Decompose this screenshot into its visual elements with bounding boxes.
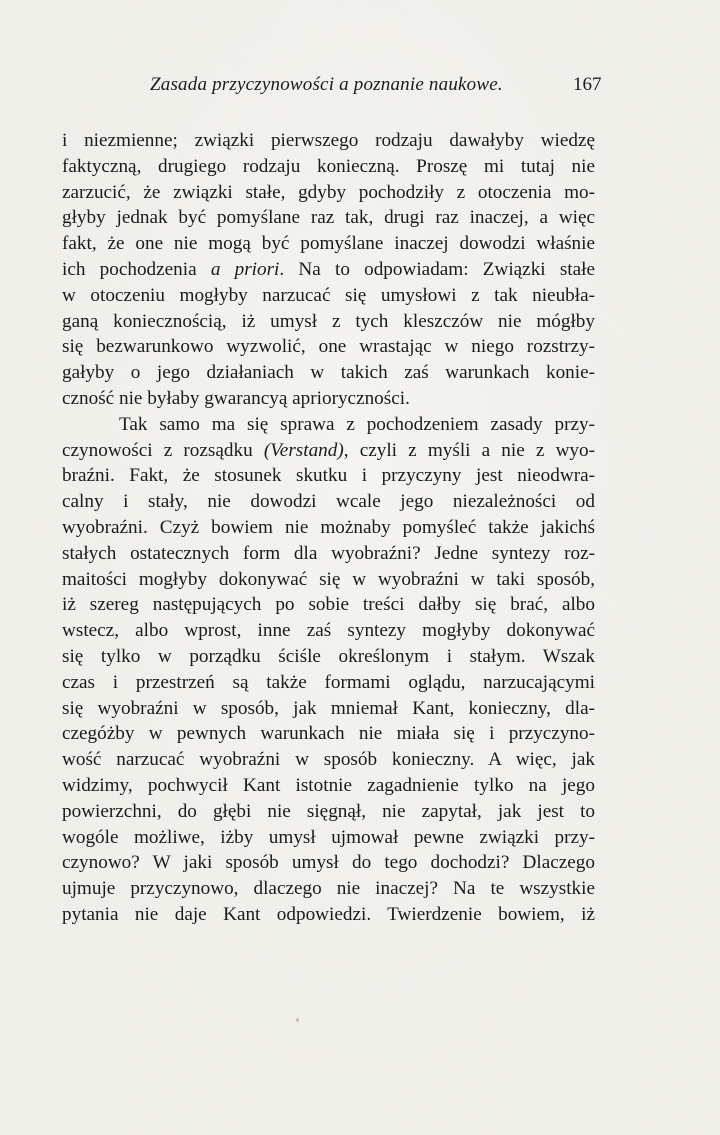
text-line: czynowo? W jaki sposób umysł do tego dochodzi? Dlaczego	[62, 852, 595, 874]
text-line: się wyobraźni w sposób, jak mniemał Kant, konieczny, dla-	[62, 697, 595, 719]
text-line: wstecz, albo wprost, inne zaś syntezy mogłyby dokonywać	[62, 620, 595, 642]
text-line: calny i stały, nie dowodzi wcale jego niezależności od	[62, 491, 595, 513]
running-title: Zasada przyczynowości a poznanie naukowe.	[150, 74, 503, 95]
text-line: ujmuje przyczynowo, dlaczego nie inaczej? Na te wszystkie	[62, 878, 595, 900]
text-line: i niezmienne; związki pierwszego rodzaju dawałyby wiedzę	[62, 130, 595, 151]
running-head	[0, 74, 720, 100]
text-line: czynowości z rozsądku (Verstand), czyli z myśli a nie z wyo-	[62, 439, 596, 461]
paragraph-1	[62, 128, 595, 412]
body-text	[62, 128, 595, 928]
text-line: głyby jednak być pomyślane raz tak, drugi raz inaczej, a więc	[62, 207, 595, 229]
text-line: maitości mogłyby dokonywać się w wyobraźni w taki sposób,	[62, 568, 595, 590]
text-line: faktyczną, drugiego rodzaju konieczną. Proszę mi tutaj nie	[62, 155, 595, 177]
text-line: zarzucić, że związki stałe, gdyby pochodziły z otoczenia mo-	[62, 181, 595, 203]
text-line: czas i przestrzeń są także formami oglądu, narzucającymi	[62, 671, 595, 693]
text-line: iż szereg następujących po sobie treści dałby się brać, albo	[62, 594, 595, 616]
text-line: gałyby o jego działaniach w takich zaś warunkach konie-	[62, 362, 595, 384]
paragraph-2	[62, 412, 595, 928]
text-line: w otoczeniu mogłyby narzucać się umysłowi z tak nieubła-	[62, 284, 595, 306]
text-line: czegóżby w pewnych warunkach nie miała się i przyczyno-	[62, 723, 595, 745]
text-line: stałych ostatecznych form dla wyobraźni? Jedne syntezy roz-	[62, 542, 595, 564]
paper-speck	[296, 1018, 299, 1022]
text-line: wogóle możliwe, iżby umysł ujmował pewne związki przy-	[62, 826, 595, 848]
text-line: czność nie byłaby gwarancyą aprioryczności.	[62, 387, 410, 409]
text-line: wyobraźni. Czyż bowiem nie możnaby pomyśleć także jakichś	[62, 516, 595, 538]
text-line: fakt, że one nie mogą być pomyślane inaczej dowodzi właśnie	[62, 233, 595, 255]
page-number: 167	[573, 74, 602, 95]
text-line: wość narzucać wyobraźni w sposób konieczny. A więc, jak	[62, 749, 595, 771]
italic-term: (Verstand)	[263, 439, 344, 461]
text-line: widzimy, pochwycił Kant istotnie zagadnienie tylko na jego	[62, 774, 595, 796]
text-line: ganą koniecznością, iż umysł z tych kleszczów nie mógłby	[62, 310, 595, 332]
text-line: Tak samo ma się sprawa z pochodzeniem zasady przy-	[119, 413, 595, 435]
text-line: pytania nie daje Kant odpowiedzi. Twierdzenie bowiem, iż	[62, 903, 595, 925]
text-line: ich pochodzenia a priori. Na to odpowiadam: Związki stałe	[62, 258, 595, 280]
text-line: się tylko w porządku ściśle określonym i stałym. Wszak	[62, 645, 595, 667]
italic-term: a priori	[210, 258, 280, 280]
text-line: się bezwarunkowo wyzwolić, one wrastając w niego rozstrzy-	[62, 336, 595, 358]
text-line: powierzchni, do głębi nie sięgnął, nie zapytał, jak jest to	[62, 800, 595, 822]
text-line: braźni. Fakt, że stosunek skutku i przyczyny jest nieodwra-	[62, 465, 595, 487]
